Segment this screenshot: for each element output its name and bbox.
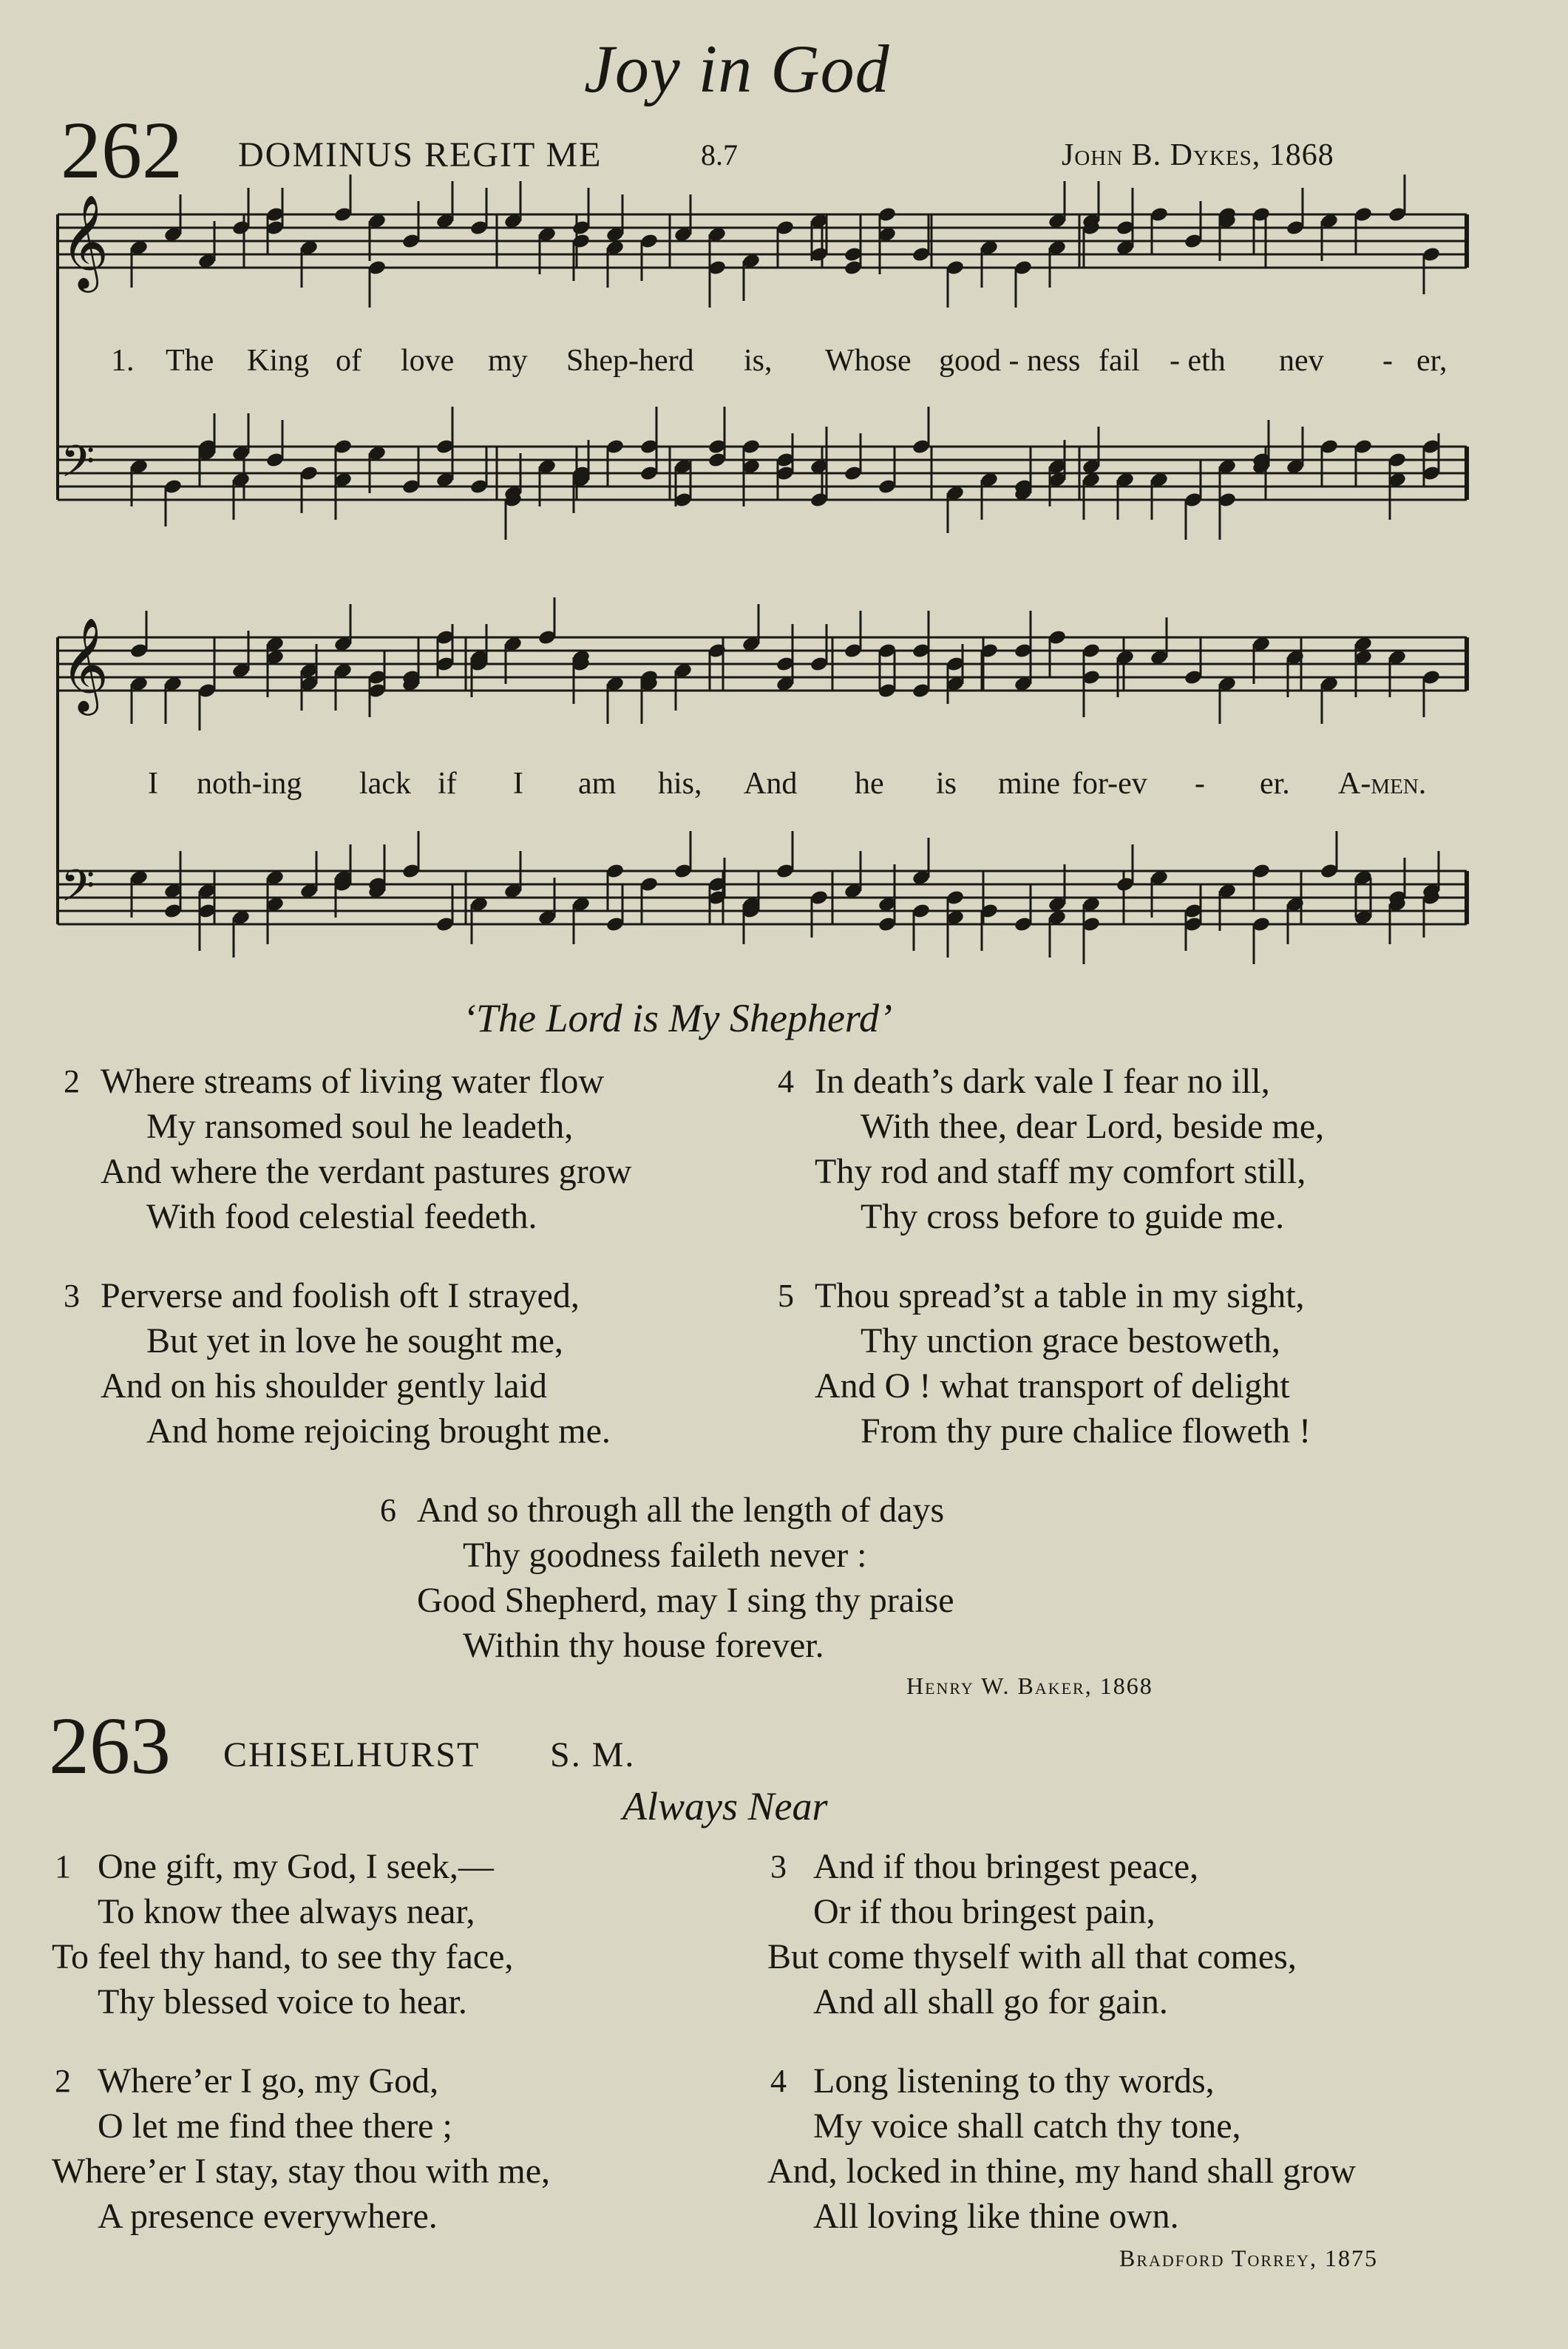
verse-line: Within thy house forever. xyxy=(463,1626,824,1665)
verse-number: 4 xyxy=(778,1063,794,1099)
lyrics-line-1 xyxy=(111,343,1456,380)
lyric-word: er. xyxy=(1260,767,1290,801)
lyric-word: I xyxy=(513,767,523,801)
verse-number: 3 xyxy=(770,1848,787,1885)
verse-line: Thou spread’st a table in my sight, xyxy=(815,1276,1305,1315)
verse-line: And if thou bringest peace, xyxy=(813,1847,1199,1886)
meter-263: S. M. xyxy=(550,1735,636,1775)
lyric-word: my xyxy=(488,344,528,378)
verse-line: To feel thy hand, to see thy face, xyxy=(52,1937,514,1976)
author-262: Henry W. Baker, 1868 xyxy=(906,1672,1153,1699)
lyric-word: And xyxy=(744,767,798,801)
verse-line: All loving like thine own. xyxy=(813,2197,1179,2236)
lyric-word: fail xyxy=(1099,344,1140,378)
verse-line: With thee, dear Lord, beside me, xyxy=(861,1107,1325,1146)
lyric-word: Whose xyxy=(825,344,912,378)
verse-line: Where’er I stay, stay thou with me, xyxy=(52,2152,550,2191)
hymn-number-263: 263 xyxy=(49,1701,171,1791)
lyric-word: am xyxy=(578,767,617,801)
verse-line: Long listening to thy words, xyxy=(813,2061,1215,2101)
composer-262: John B. Dykes, 1868 xyxy=(1062,138,1334,172)
treble-clef-icon: 𝄞 xyxy=(61,194,109,288)
verse-number: 2 xyxy=(55,2063,71,2099)
verse-line: In death’s dark vale I fear no ill, xyxy=(815,1062,1270,1101)
verse-263-1 xyxy=(52,1844,513,2024)
tune-name-263: CHISELHURST xyxy=(223,1735,481,1775)
verse-6 xyxy=(380,1488,954,1668)
verse-5 xyxy=(778,1273,1311,1454)
verse-line: Thy goodness faileth never : xyxy=(463,1536,867,1575)
lyric-word: of xyxy=(336,344,362,378)
tune-name-262: DOMINUS REGIT ME xyxy=(238,135,603,174)
lyric-word: nev xyxy=(1279,344,1324,378)
lyric-word: is xyxy=(936,767,957,801)
verse-line: One gift, my God, I seek,— xyxy=(98,1847,494,1886)
lyric-word: 1. xyxy=(111,344,135,378)
verse-line: Thy rod and staff my comfort still, xyxy=(815,1152,1306,1191)
verse-line: And where the verdant pastures grow xyxy=(101,1152,632,1191)
lyric-word: mine xyxy=(998,767,1060,801)
author-263: Bradford Torrey, 1875 xyxy=(1119,2245,1379,2271)
verse-263-2 xyxy=(52,2058,550,2239)
verse-line: Or if thou bringest pain, xyxy=(813,1892,1155,1931)
hymn-subtitle-263: Always Near xyxy=(622,1784,828,1828)
hymn-number-262: 262 xyxy=(61,105,183,195)
verse-4 xyxy=(778,1059,1325,1239)
bass-clef-icon: 𝄢 xyxy=(61,435,95,498)
lyric-word: - eth xyxy=(1170,344,1226,378)
verse-3 xyxy=(64,1273,611,1454)
verse-number: 3 xyxy=(64,1278,80,1314)
verse-line: Thy unction grace bestoweth, xyxy=(861,1321,1280,1360)
section-title: Joy in God xyxy=(584,31,890,106)
lyric-word: he xyxy=(855,767,884,801)
verse-line: And so through all the length of days xyxy=(417,1491,945,1530)
verse-line: With food celestial feedeth. xyxy=(146,1197,537,1236)
lyric-word: A-men. xyxy=(1338,767,1427,801)
verse-number: 1 xyxy=(55,1848,71,1885)
verse-line: And O ! what transport of delight xyxy=(815,1366,1290,1406)
verse-line: But yet in love he sought me, xyxy=(146,1321,563,1360)
verse-263-3 xyxy=(767,1844,1297,2024)
verse-line: And on his shoulder gently laid xyxy=(101,1366,547,1406)
hymn-subtitle-262: ‘The Lord is My Shepherd’ xyxy=(463,996,892,1040)
lyric-word: The xyxy=(166,344,214,378)
lyric-word: I xyxy=(148,767,158,801)
lyric-word: for-ev xyxy=(1072,767,1147,801)
verse-line: Perverse and foolish oft I strayed, xyxy=(101,1276,580,1315)
lyric-word: lack xyxy=(359,767,411,801)
verse-line: Where streams of living water flow xyxy=(101,1062,605,1101)
lyric-word: is, xyxy=(744,344,773,378)
lyric-word: - xyxy=(1382,344,1393,378)
lyric-word: his, xyxy=(658,767,702,801)
verse-line: O let me find thee there ; xyxy=(98,2106,452,2146)
meter-262: 8.7 xyxy=(701,138,738,172)
lyric-word: if xyxy=(438,767,457,801)
verse-line: And, locked in thine, my hand shall grow xyxy=(767,2152,1356,2191)
verse-2 xyxy=(64,1059,632,1239)
verse-line: Thy blessed voice to hear. xyxy=(98,1982,467,2021)
verse-line: My ransomed soul he leadeth, xyxy=(146,1107,574,1146)
lyric-word: - xyxy=(1195,767,1205,801)
verse-number: 2 xyxy=(64,1063,80,1099)
verse-line: To know thee always near, xyxy=(98,1892,475,1931)
bass-clef-icon: 𝄢 xyxy=(61,860,95,922)
verse-number: 6 xyxy=(380,1492,396,1528)
lyric-word: love xyxy=(401,344,455,378)
verse-line: But come thyself with all that comes, xyxy=(767,1937,1297,1976)
verse-line: And all shall go for gain. xyxy=(813,1982,1168,2021)
verse-line: Where’er I go, my God, xyxy=(98,2061,439,2101)
verse-263-4 xyxy=(767,2058,1356,2239)
verse-line: A presence everywhere. xyxy=(98,2197,438,2236)
lyric-word: Shep-herd xyxy=(566,344,694,378)
verse-line: Thy cross before to guide me. xyxy=(861,1197,1285,1236)
lyrics-line-2 xyxy=(148,766,1464,803)
verse-number: 5 xyxy=(778,1278,794,1314)
verse-line: Good Shepherd, may I sing thy praise xyxy=(417,1581,954,1620)
lyric-word: King xyxy=(247,344,309,378)
lyric-word: noth-ing xyxy=(197,767,302,801)
treble-clef-icon: 𝄞 xyxy=(61,617,109,711)
verse-line: From thy pure chalice floweth ! xyxy=(861,1411,1311,1451)
verse-number: 4 xyxy=(770,2063,787,2099)
lyric-word: good - ness xyxy=(939,344,1081,378)
verse-line: And home rejoicing brought me. xyxy=(146,1411,611,1451)
verse-line: My voice shall catch thy tone, xyxy=(813,2106,1241,2146)
lyric-word: er, xyxy=(1416,344,1447,378)
